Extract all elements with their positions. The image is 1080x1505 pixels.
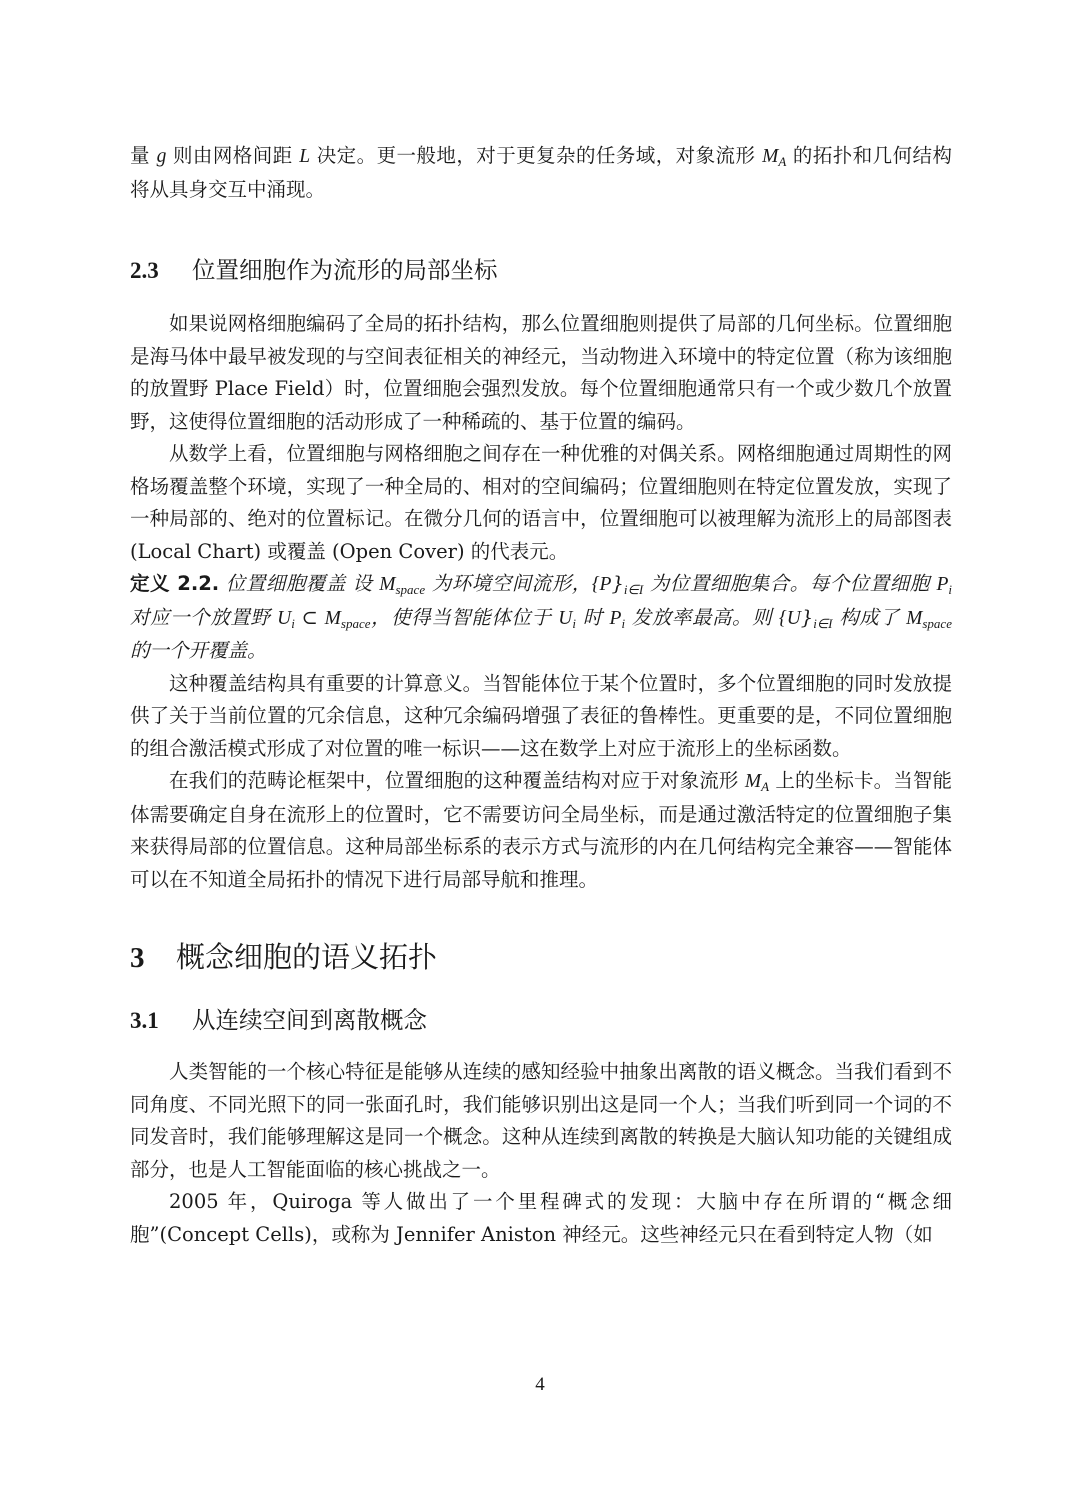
section-title: 概念细胞的语义拓扑 xyxy=(176,940,438,974)
section-number: 2.3 xyxy=(130,258,159,283)
section-heading-3-1 xyxy=(130,1003,952,1038)
paragraph: 如果说网格细胞编码了全局的拓扑结构，那么位置细胞则提供了局部的几何坐标。位置细胞是海马体中最早被发现的与空间表征相关的神经元，当动物进入环境中的特定位置（称为该细胞的放置野 Place Field）时，位置细胞会强烈发放。每个位置细胞通常只有一个或少数几个放置野，这使得位置细胞的活动形成了一种稀疏的、基于位置的编码。 xyxy=(130,312,952,433)
section-heading-3 xyxy=(130,936,952,979)
paragraph: 在我们的范畴论框架中，位置细胞的这种覆盖结构对应于对象流形 $M_A$ 上的坐标卡。当智能体需要确定自身在流形上的位置时，它不需要访问全局坐标，而是通过激活特定的位置细胞子集来获得局部的位置信息。这种局部坐标系的表示方式与流形的内在几何结构完全兼容——智能体可以在不知道全局拓扑的情况下进行局部导航和推理。 xyxy=(130,769,953,891)
section-number: 3 xyxy=(130,942,145,974)
page-number: 4 xyxy=(535,1374,545,1395)
page-body xyxy=(130,140,952,1251)
paragraph: 人类智能的一个核心特征是能够从连续的感知经验中抽象出离散的语义概念。当我们看到不同角度、不同光照下的同一张面孔时，我们能够识别出这是同一个人；当我们听到同一个词的不同发音时，我们能够理解这是同一个概念。这种从连续到离散的转换是大脑认知功能的关键组成部分，也是人工智能面临的核心挑战之一。 xyxy=(130,1060,952,1181)
section-number: 3.1 xyxy=(130,1008,159,1033)
paragraph: 从数学上看，位置细胞与网格细胞之间存在一种优雅的对偶关系。网格细胞通过周期性的网格场覆盖整个环境，实现了一种全局的、相对的空间编码；位置细胞则在特定位置发放，实现了一种局部的、绝对的位置标记。在微分几何的语言中，位置细胞可以被理解为流形上的局部图表 (Local Chart) 或覆盖 (Open Cover) 的代表元。 xyxy=(130,442,952,563)
section-title: 位置细胞作为流形的局部坐标 xyxy=(192,256,498,284)
definition-label: 定义 2.2. xyxy=(130,572,220,595)
paragraph-continuation: 量 g 则由网格间距 L 决定。更一般地，对于更复杂的任务域，对象流形 $M_A$ 的拓扑和几何结构将从具身交互中涌现。 xyxy=(130,144,952,201)
definition-2-2: 定义 2.2. 位置细胞覆盖 设 $M_{space}$ 为环境空间流形，$\{P\}_{i\in I}$ 为位置细胞集合。每个位置细胞 $P_i$ 对应一个放置野 $U_i$ ⊂ $M_{space}$，使得当智能体位于 $U_i$ 时 $P_i$ 发放率最高。则 $\{U\}_{i\in I}$ 构成了 $M_{space}$ 的一个开覆盖。 xyxy=(130,572,952,662)
paragraph: 2005 年，Quiroga 等人做出了一个里程碑式的发现：大脑中存在所谓的“概念细胞”(Concept Cells)，或称为 Jennifer Aniston 神经元。这些神经元只在看到特定人物（如 xyxy=(130,1190,952,1246)
section-title: 从连续空间到离散概念 xyxy=(192,1006,427,1034)
paragraph: 这种覆盖结构具有重要的计算意义。当智能体位于某个位置时，多个位置细胞的同时发放提供了关于当前位置的冗余信息，这种冗余编码增强了表征的鲁棒性。更重要的是，不同位置细胞的组合激活模式形成了对位置的唯一标识——这在数学上对应于流形上的坐标函数。 xyxy=(130,671,952,760)
section-heading-2-3 xyxy=(130,253,952,288)
